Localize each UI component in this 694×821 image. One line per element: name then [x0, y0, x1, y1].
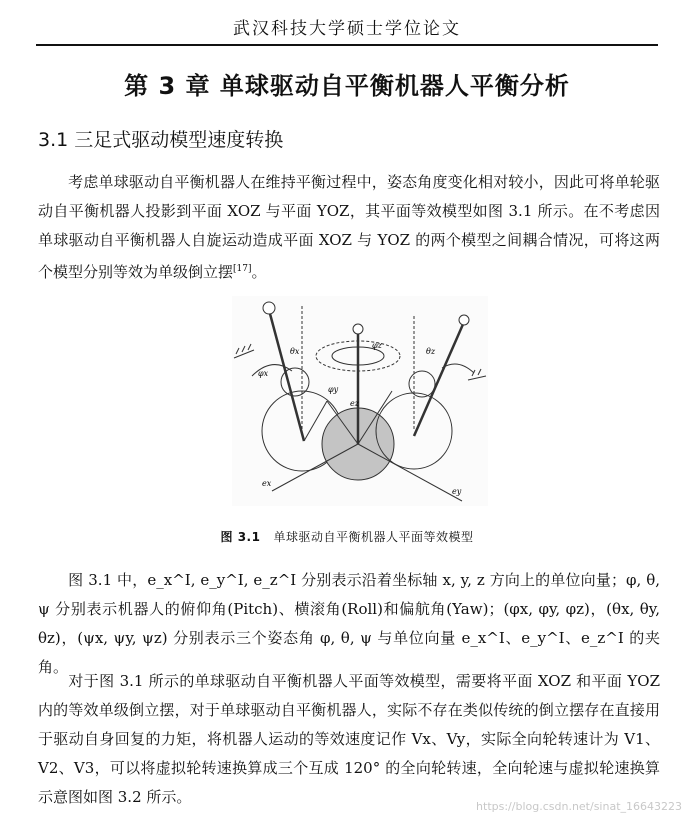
label-ex: ex: [262, 479, 272, 488]
paragraph-1: 考虑单球驱动自平衡机器人在维持平衡过程中，姿态角度变化相对较小，因此可将单轮驱动自平衡机器人投影到平面 XOZ 与平面 YOZ，其平面等效模型如图 3.1 所示。在不考虑因单球驱动自平衡机器人自旋运动造成平面 XOZ 与 YOZ 的两个模型之间耦合情况，可将这两个模型分别等效为单级倒立摆[17]。: [38, 173, 660, 281]
section-title: 3.1 三足式驱动模型速度转换: [38, 129, 284, 151]
figure-caption: [0, 528, 694, 545]
paragraph-3-text: 对于图 3.1 所示的单球驱动自平衡机器人平面等效模型，需要将平面 XOZ 和平面 YOZ 内的等效单级倒立摆，对于单球驱动自平衡机器人，实际不存在类似传统的倒立摆存在直接用于驱动自身回复的力矩，将机器人运动的等效速度记作 Vx、Vy，实际全向轮转速计为 V1、V2、V3，可以将虚拟轮转速换算成三个互成 120° 的全向轮转速，全向轮速与虚拟轮速换算示意图如图 3.2 所示。: [38, 672, 660, 806]
header-title: 武汉科技大学硕士学位论文: [233, 19, 461, 39]
label-ez: ez: [350, 399, 359, 408]
label-theta-left: θx: [290, 347, 300, 356]
paragraph-2: [38, 566, 660, 682]
chapter-title: 第 3 章 单球驱动自平衡机器人平衡分析: [124, 72, 570, 100]
label-ey: ey: [452, 487, 462, 496]
caption-text: 单球驱动自平衡机器人平面等效模型: [273, 530, 474, 544]
robot-model-diagram: [232, 296, 488, 506]
label-phi-mid: φy: [328, 385, 339, 394]
figure-robot-model: [232, 296, 488, 506]
paragraph-2-text: 图 3.1 中，e_x^I, e_y^I, e_z^I 分别表示沿着坐标轴 x, y, z 方向上的单位向量；φ, θ, ψ 分别表示机器人的俯仰角(Pitch)、横滚角(Roll)和偏航角(Yaw)；(φx, φy, φz)，(θx, θy, θz)，(ψx, ψy, ψz) 分别表示三个姿态角 φ, θ, ψ 与单位向量 e_x^I、e_y^I、e_z^I 的夹角。: [38, 571, 660, 676]
label-phi-top: φz: [372, 341, 382, 350]
page-header: [0, 0, 694, 50]
paragraph-1-text: 考虑单球驱动自平衡机器人在维持平衡过程中，姿态角度变化相对较小，因此可将单轮驱动自平衡机器人投影到平面 XOZ 与平面 YOZ，其平面等效模型如图 3.1 所示。在不考虑因单球驱动自平衡机器人自旋运动造成平面 XOZ 与 YOZ 的两个模型之间耦合情况，可将这两个模型分别等效为单级倒立摆: [38, 173, 660, 281]
citation: [17]: [233, 264, 252, 274]
watermark: https://blog.csdn.net/sinat_16643223: [476, 800, 682, 813]
caption-number: 图 3.1: [220, 530, 261, 544]
label-theta-right: θz: [426, 347, 436, 356]
header-rule: [36, 44, 658, 46]
paragraph-3: [38, 667, 660, 812]
label-phi-left: φx: [258, 369, 269, 378]
